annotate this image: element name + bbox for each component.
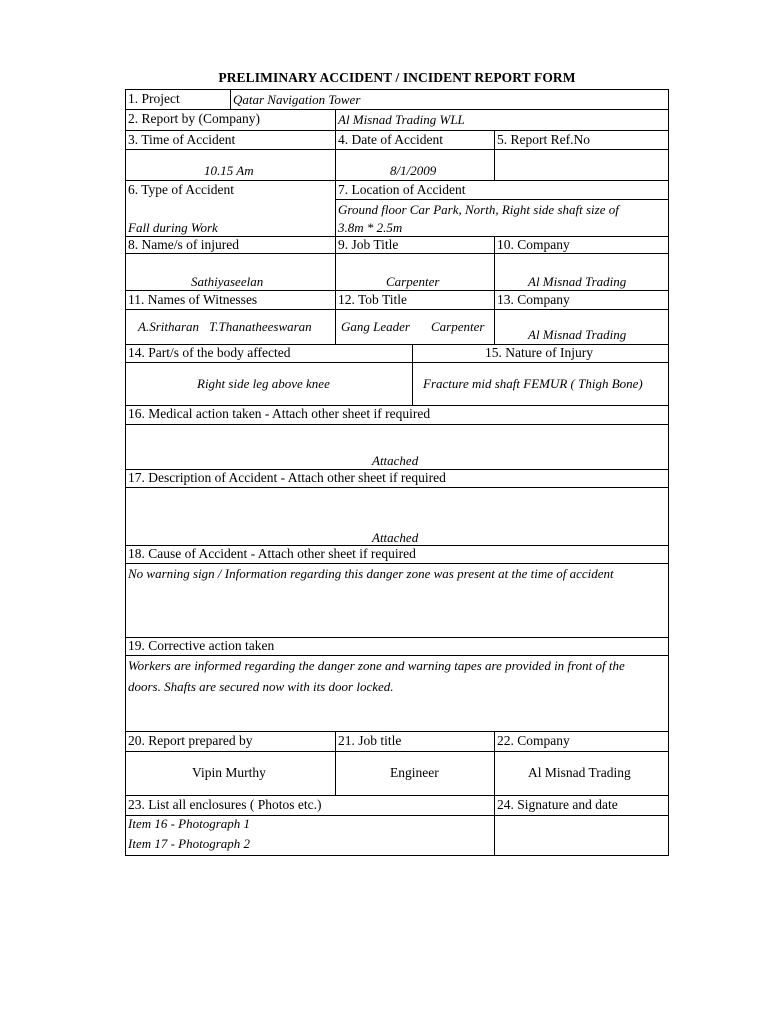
medical-action-label: 16. Medical action taken - Attach other sheet if required [128, 406, 431, 421]
report-by-label: 2. Report by (Company) [128, 111, 260, 126]
col-divider [494, 236, 495, 345]
corrective-action-value-line1: Workers are informed regarding the danger zone and warning tapes are provided in front of the [128, 658, 625, 673]
signature-label: 24. Signature and date [497, 797, 618, 812]
job-title-label: 9. Job Title [338, 237, 399, 252]
row-divider [125, 424, 669, 425]
row-divider [125, 751, 669, 752]
row-divider [125, 290, 669, 291]
report-by-value: Al Misnad Trading WLL [338, 112, 465, 127]
row-divider [125, 149, 669, 150]
location-of-accident-value-line2: 3.8m * 2.5m [338, 220, 403, 235]
location-of-accident-label: 7. Location of Accident [338, 182, 466, 197]
witness-company-label: 13. Company [497, 292, 570, 307]
row-divider [125, 795, 669, 796]
col-divider [230, 89, 231, 109]
corrective-action-value-line2: doors. Shafts are secured now with its door locked. [128, 679, 394, 694]
row-divider [125, 89, 669, 90]
cause-label: 18. Cause of Accident - Attach other sheet if required [128, 546, 416, 561]
company-label: 10. Company [497, 237, 570, 252]
witness-name-2: T.Thanatheeswaran [209, 319, 312, 334]
injured-names-value: Sathiyaseelan [191, 274, 264, 289]
project-label: 1. Project [128, 91, 180, 106]
row-divider [125, 253, 669, 254]
cause-value: No warning sign / Information regarding this danger zone was present at the time of accident [128, 566, 614, 581]
row-divider [125, 855, 669, 856]
type-of-accident-value: Fall during Work [128, 220, 218, 235]
form-title: PRELIMINARY ACCIDENT / INCIDENT REPORT FORM [218, 70, 576, 85]
prepared-company-label: 22. Company [497, 733, 570, 748]
row-divider [125, 731, 669, 732]
row-divider [335, 199, 669, 200]
table-border-right [668, 89, 669, 856]
corrective-action-label: 19. Corrective action taken [128, 638, 275, 653]
body-part-value: Right side leg above knee [197, 376, 330, 391]
enclosures-label: 23. List all enclosures ( Photos etc.) [128, 797, 322, 812]
table-border-left [125, 89, 126, 856]
date-of-accident-value: 8/1/2009 [390, 163, 437, 178]
row-divider [125, 180, 669, 181]
row-divider [125, 362, 669, 363]
body-part-label: 14. Part/s of the body affected [128, 345, 291, 360]
row-divider [125, 563, 669, 564]
report-ref-label: 5. Report Ref.No [497, 132, 590, 147]
description-label: 17. Description of Accident - Attach other sheet if required [128, 470, 446, 485]
witnesses-label: 11. Names of Witnesses [128, 292, 258, 307]
description-value: Attached [372, 530, 419, 545]
medical-action-value: Attached [372, 453, 419, 468]
nature-of-injury-label: 15. Nature of Injury [485, 345, 593, 360]
time-of-accident-label: 3. Time of Accident [128, 132, 236, 147]
witness-job-title-label: 12. Tob Title [338, 292, 407, 307]
col-divider [494, 795, 495, 856]
witness-job-title-1: Gang Leader [341, 319, 410, 334]
enclosure-item-1: Item 16 - Photograph 1 [128, 816, 251, 831]
row-divider [125, 655, 669, 656]
witness-name-1: A.Sritharan [138, 319, 200, 334]
prepared-company-value: Al Misnad Trading [528, 765, 631, 780]
prepared-job-title-label: 21. Job title [338, 733, 402, 748]
prepared-by-value: Vipin Murthy [192, 765, 266, 780]
col-divider [335, 731, 336, 796]
col-divider [494, 731, 495, 796]
date-of-accident-label: 4. Date of Accident [338, 132, 443, 147]
company-value: Al Misnad Trading [528, 274, 627, 289]
col-divider [494, 130, 495, 180]
col-divider [412, 344, 413, 406]
nature-of-injury-value: Fracture mid shaft FEMUR ( Thigh Bone) [423, 376, 643, 391]
row-divider [125, 109, 669, 110]
job-title-value: Carpenter [386, 274, 440, 289]
col-divider [335, 109, 336, 345]
time-of-accident-value: 10.15 Am [204, 163, 254, 178]
row-divider [125, 130, 669, 131]
prepared-job-title-value: Engineer [390, 765, 439, 780]
row-divider [125, 487, 669, 488]
enclosure-item-2: Item 17 - Photograph 2 [128, 836, 251, 851]
location-of-accident-value-line1: Ground floor Car Park, North, Right side shaft size of [338, 202, 619, 217]
injured-names-label: 8. Name/s of injured [128, 237, 239, 252]
project-value: Qatar Navigation Tower [233, 92, 361, 107]
row-divider [125, 309, 669, 310]
witness-company-value: Al Misnad Trading [528, 327, 627, 342]
type-of-accident-label: 6. Type of Accident [128, 182, 235, 197]
prepared-by-label: 20. Report prepared by [128, 733, 253, 748]
witness-job-title-2: Carpenter [431, 319, 485, 334]
